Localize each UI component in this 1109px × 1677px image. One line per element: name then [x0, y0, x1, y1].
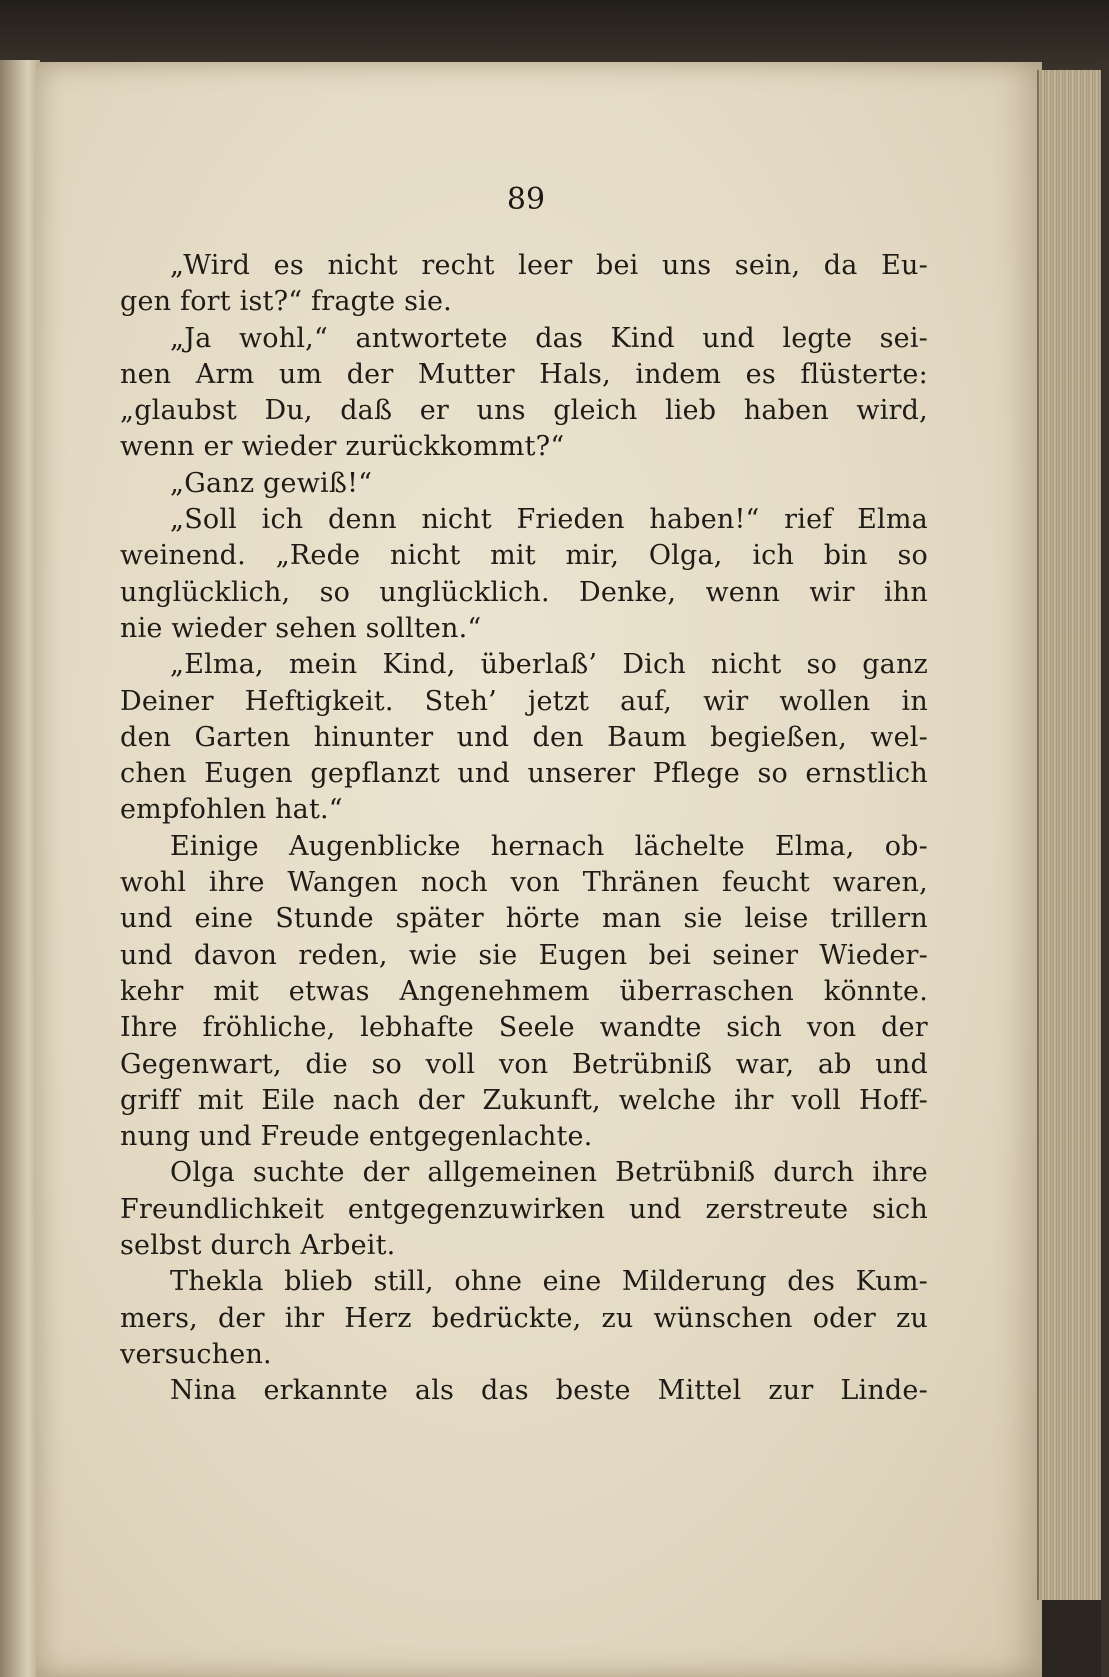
text-line: und davon reden, wie sie Eugen bei seiner Wieder-: [120, 939, 928, 971]
text-line: wohl ihre Wangen noch von Thränen feucht waren,: [120, 867, 928, 899]
text-line: griff mit Eile nach der Zukunft, welche ihr voll Hoff-: [120, 1084, 928, 1116]
text-line: nen Arm um der Mutter Hals, indem es flüsterte:: [120, 358, 928, 390]
text-line: gen fort ist?“ fragte sie.: [120, 286, 452, 318]
text-line: kehr mit etwas Angenehmem überraschen könnte.: [120, 975, 928, 1007]
text-line: Thekla blieb still, ohne eine Milderung des Kum-: [170, 1266, 928, 1298]
text-line: versuchen.: [120, 1338, 272, 1370]
text-line: selbst durch Arbeit.: [120, 1230, 396, 1262]
body-text: [120, 248, 928, 1410]
text-line: „glaubst Du, daß er uns gleich lieb haben wird,: [120, 395, 928, 427]
scan-top-shadow: [0, 0, 1109, 70]
text-line: Einige Augenblicke hernach lächelte Elma, ob-: [170, 830, 928, 862]
text-line: und eine Stunde später hörte man sie leise trillern: [120, 903, 928, 935]
text-line: „Elma, mein Kind, überlaß’ Dich nicht so ganz: [170, 649, 928, 681]
text-line: mers, der ihr Herz bedrückte, zu wünschen oder zu: [120, 1302, 928, 1334]
text-line: weinend. „Rede nicht mit mir, Olga, ich bin so: [120, 540, 928, 572]
left-page-edge: [0, 60, 40, 1677]
book-cover-edge: [1101, 60, 1109, 1677]
page-fore-edge: [1037, 70, 1109, 1600]
text-line: „Ganz gewiß!“: [170, 467, 373, 499]
text-line: unglücklich, so unglücklich. Denke, wenn wir ihn: [120, 576, 928, 608]
text-line: empfohlen hat.“: [120, 794, 343, 826]
text-line: wenn er wieder zurückkommt?“: [120, 431, 565, 463]
text-line: nie wieder sehen sollten.“: [120, 612, 482, 644]
book-page: [36, 62, 1042, 1677]
text-line: „Wird es nicht recht leer bei uns sein, da Eu-: [170, 250, 928, 281]
text-line: Olga suchte der allgemeinen Betrübniß durch ihre: [170, 1157, 928, 1189]
text-line: Deiner Heftigkeit. Steh’ jetzt auf, wir wollen in: [120, 685, 928, 717]
text-line: den Garten hinunter und den Baum begießen, wel-: [120, 721, 928, 753]
text-line: Ihre fröhliche, lebhafte Seele wandte sich von der: [120, 1012, 928, 1044]
text-line: nung und Freude entgegenlachte.: [120, 1121, 593, 1153]
page-number: 89: [506, 182, 546, 217]
text-line: Freundlichkeit entgegenzuwirken und zerstreute sich: [120, 1193, 928, 1225]
text-line: „Soll ich denn nicht Frieden haben!“ rief Elma: [170, 504, 928, 536]
text-line: „Ja wohl,“ antwortete das Kind und legte sei-: [170, 322, 928, 354]
text-line: Gegenwart, die so voll von Betrübniß war, ab und: [120, 1048, 928, 1080]
text-line: chen Eugen gepflanzt und unserer Pflege so ernstlich: [120, 758, 928, 790]
text-line: Nina erkannte als das beste Mittel zur Linde-: [170, 1375, 928, 1407]
